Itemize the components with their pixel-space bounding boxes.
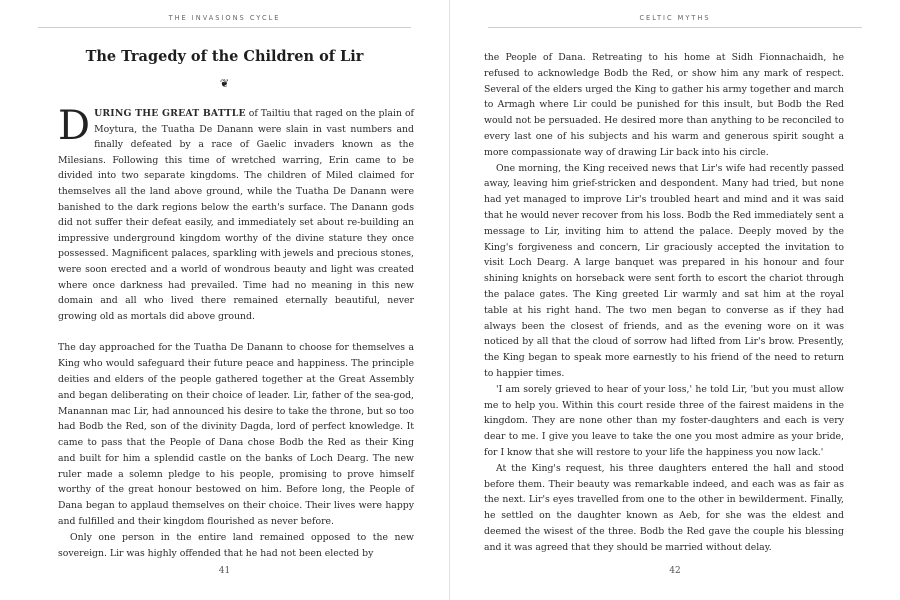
fleuron-ornament-icon: ❦ [219,77,230,90]
chapter-title: The Tragedy of the Children of Lir [85,48,364,65]
right-page [450,0,900,600]
body-paragraph: The day approached for the Tuatha De Danann to choose for themselves a King who would safeguard their future peace and happiness. The principle deities and elders of the people gathered together at the Great Assembly and began deliberating on their choice of leader. Lir, father of the sea-god, Manannan mac Lir, had announced his desire to take the throne, but so too had Bodb the Red, son of the divinity Dagda, lord of perfect knowledge. It came to pass that the People of Dana chose Bodb the Red as their King and built for him a splendid castle on the banks of Loch Dearg. The new ruler made a solemn pledge to his people, promising to prove himself worthy of the great honour bestowed on him. Before long, the People of Dana began to applaud themselves on their choice. Their lives were happy and fulfilled and their kingdom flourished as never before. [58,342,414,528]
left-page-body [58,103,414,561]
page-number-right: 42 [669,566,681,576]
body-paragraph: Only one person in the entire land remained opposed to the new sovereign. Lir was highly offended that he had not been elected by [58,531,414,559]
running-head-right: CELTIC MYTHS [639,14,711,22]
running-head-left: THE INVASIONS CYCLE [168,14,281,22]
drop-cap: D [58,103,91,149]
body-paragraph: the People of Dana. Retreating to his home at Sidh Fionnachaidh, he refused to acknowledge Bodb the Red, or show him any mark of respect. Several of the elders urged the King to gather his army together and march to Armagh where Lir could be punished for this insult, but Bodb the Red would not be persuaded. He desired more than anything to be reconciled to every last one of his subjects and his warm and generous spirit sought a more compassionate way of drawing Lir back into his circle. [484,52,844,158]
lead-in-caps: URING THE GREAT BATTLE [94,108,246,119]
header-rule-right [488,27,862,28]
body-paragraph: 'I am sorely grieved to hear of your loss,' he told Lir, 'but you must allow me to help you. Within this court reside three of the fairest maidens in the kingdom. They are none other than my foster-daughters and each is very dear to me. I give you leave to take the one you most admire as your bride, for I know that she will restore to your life the happiness you now lack.' [484,383,844,458]
header-rule-left [38,27,411,28]
page-number-left: 41 [218,566,231,576]
body-paragraph: At the King's request, his three daughters entered the hall and stood before them. Their beauty was remarkable indeed, and each was as fair as the next. Lir's eyes travelled from one to the other in bewilderment. Finally, he settled on the daughter known as Aeb, for she was the eldest and deemed the wisest of the three. Bodb the Red gave the couple his blessing and it was agreed that they should be married without delay. [484,462,844,553]
intro-paragraph [58,103,414,324]
body-paragraph: One morning, the King received news that Lir's wife had recently passed away, leaving him grief-stricken and despondent. Many had tried, but none had yet managed to improve Lir's troubled heart and mind and it was said that he would never recover from his loss. Bodb the Red immediately sent a message to Lir, inviting him to attend the palace. Deeply moved by the King's forgiveness and concern, Lir graciously accepted the invitation to visit Loch Dearg. A large banquet was prepared in his honour and four shining knights on horseback were sent forth to escort the chariot through the palace gates. The King greeted Lir warmly and sat him at the royal table at his right hand. The two men began to converse as if they had always been the closest of friends, and as the evening wore on it was noticed by all that the cloud of sorrow had lifted from Lir's brow. Presently, the King began to speak more earnestly to his friend of the need to return to happier times. [484,162,844,379]
right-page-body [484,50,844,556]
intro-text: of Tailtiu that raged on the plain of Moytura, the Tuatha De Danann were slain in vast numbers and finally defeated by a race of Gaelic invaders known as the Milesians. Following this time of wretched warring, Erin came to be divided into two separate kingdoms. The children of Miled claimed for themselves all the land above ground, while the Tuatha De Danann were banished to the dark regions below the earth's surface. The Danann gods did not suffer their defeat easily, and immediately set about re-building an impressive underground kingdom worthy of the divine stature they once possessed. Magnificent palaces, sparkling with jewels and precious stones, were soon erected and a world of wondrous beauty and light was created where once darkness had prevailed. Time had no meaning in this new domain and all who lived there remained eternally beautiful, never growing old as mortals did above ground. [58,108,414,322]
section-break [58,324,414,340]
